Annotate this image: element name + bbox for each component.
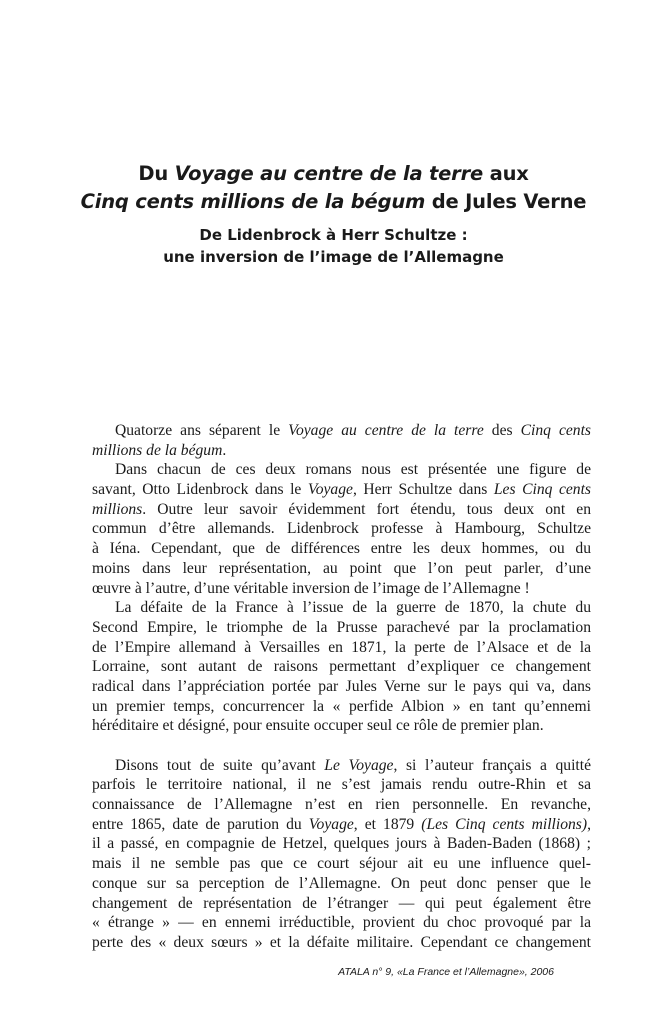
- title-text: de Jules Verne: [425, 190, 587, 213]
- text-line: commun d’être allemands. Lidenbrock professe à Hambourg, Schultze: [92, 520, 591, 538]
- text-line: [92, 421, 591, 441]
- text-line: [92, 815, 591, 835]
- text-line: Second Empire, le triomphe de la Prusse parachevé par la proclamation: [92, 618, 591, 636]
- italic-span: Voyage: [307, 481, 353, 499]
- text-line: héréditaire et désigné, pour ensuite occuper seul ce rôle de premier plan.: [92, 717, 544, 735]
- text-line: un premier temps, concurrencer la « perfide Albion » en tant qu’ennemi: [92, 697, 591, 715]
- italic-span: millions de la bégum: [92, 441, 223, 459]
- text-span: . Outre leur savoir évidemment fort étendu, tous deux ont en: [142, 500, 591, 518]
- title-text: aux: [483, 162, 529, 185]
- text-line: connaissance de l’Allemagne n’est en rien personnelle. En revanche,: [92, 796, 591, 814]
- article-body: [92, 421, 591, 953]
- italic-span: Voyage au centre de la terre: [288, 422, 484, 439]
- text-line: Lorraine, sont autant de raisons permettant d’expliquer ce changement: [92, 658, 591, 676]
- text-span: , si l’auteur français a quitté: [393, 756, 591, 774]
- text-line: « étrange » — en ennemi irréductible, provient du choc provoqué par la: [92, 914, 591, 932]
- text-line: [92, 756, 591, 776]
- title-line-1: [0, 160, 667, 188]
- text-line: moins dans leur représentation, au point que l’on peut parler, d’une: [92, 559, 591, 577]
- article-title: [0, 160, 667, 268]
- text-span: entre 1865, date de parution du: [92, 815, 309, 833]
- text-span: , et 1879: [353, 815, 422, 833]
- text-line: La défaite de la France à l’issue de la guerre de 1870, la chute du: [115, 599, 591, 617]
- text-line: Dans chacun de ces deux romans nous est présentée une figure de: [115, 461, 591, 479]
- text-line: [92, 441, 591, 461]
- text-line: il a passé, en compagnie de Hetzel, quelques jours à Baden-Baden (1868) ;: [92, 835, 591, 853]
- text-line: [92, 500, 591, 520]
- text-span: Disons tout de suite qu’avant: [115, 756, 325, 774]
- text-span: Quatorze ans séparent le: [115, 422, 289, 439]
- text-line: œuvre à l’autre, d’une véritable inversion de l’image de l’Allemagne !: [92, 579, 530, 597]
- journal-footer: ATALA n° 9, «La France et l’Allemagne», 2006: [338, 966, 554, 978]
- text-line: parfois le territoire national, il ne s’est jamais rendu outre-Rhin et sa: [92, 776, 591, 794]
- text-line: à Iéna. Cependant, que de différences entre les deux hommes, ou du: [92, 540, 591, 558]
- text-span: des: [483, 422, 521, 439]
- title-text: Du: [138, 162, 175, 185]
- title-line-2: [0, 188, 667, 216]
- text-line: radical dans l’appréciation portée par Jules Verne sur le pays qui va, dans: [92, 677, 591, 695]
- italic-span: (Les Cinq cents millions): [421, 815, 588, 833]
- text-line: perte des « deux sœurs » et la défaite militaire. Cependant ce changement: [92, 933, 591, 951]
- subtitle-line-1: De Lidenbrock à Herr Schultze :: [199, 226, 468, 244]
- subtitle-line-2: une inversion de l’image de l’Allemagne: [163, 248, 504, 266]
- title-italic-work: Voyage au centre de la terre: [174, 162, 484, 185]
- text-line: changement de représentation de l’étranger — qui peut également être: [92, 894, 591, 912]
- italic-span: Cinq cents: [520, 422, 591, 439]
- text-span: savant, Otto Lidenbrock dans le: [92, 481, 308, 499]
- text-line: [92, 480, 591, 500]
- italic-span: Le Voyage: [324, 756, 394, 774]
- text-line: conque sur sa perception de l’Allemagne. On peut donc penser que le: [92, 874, 591, 892]
- paragraph-gap: [92, 736, 591, 756]
- italic-span: millions: [92, 500, 143, 518]
- text-line: de l’Empire allemand à Versailles en 1871, la perte de l’Alsace et de la: [92, 638, 591, 656]
- text-span: , Herr Schultze dans: [352, 481, 494, 499]
- italic-span: Les Cinq cents: [493, 481, 591, 499]
- text-span: .: [222, 441, 227, 459]
- title-italic-work: Cinq cents millions de la bégum: [80, 190, 426, 213]
- text-span: ,: [587, 815, 591, 833]
- text-line: mais il ne semble pas que ce court séjour ait eu une influence quel-: [92, 855, 591, 873]
- italic-span: Voyage: [308, 815, 354, 833]
